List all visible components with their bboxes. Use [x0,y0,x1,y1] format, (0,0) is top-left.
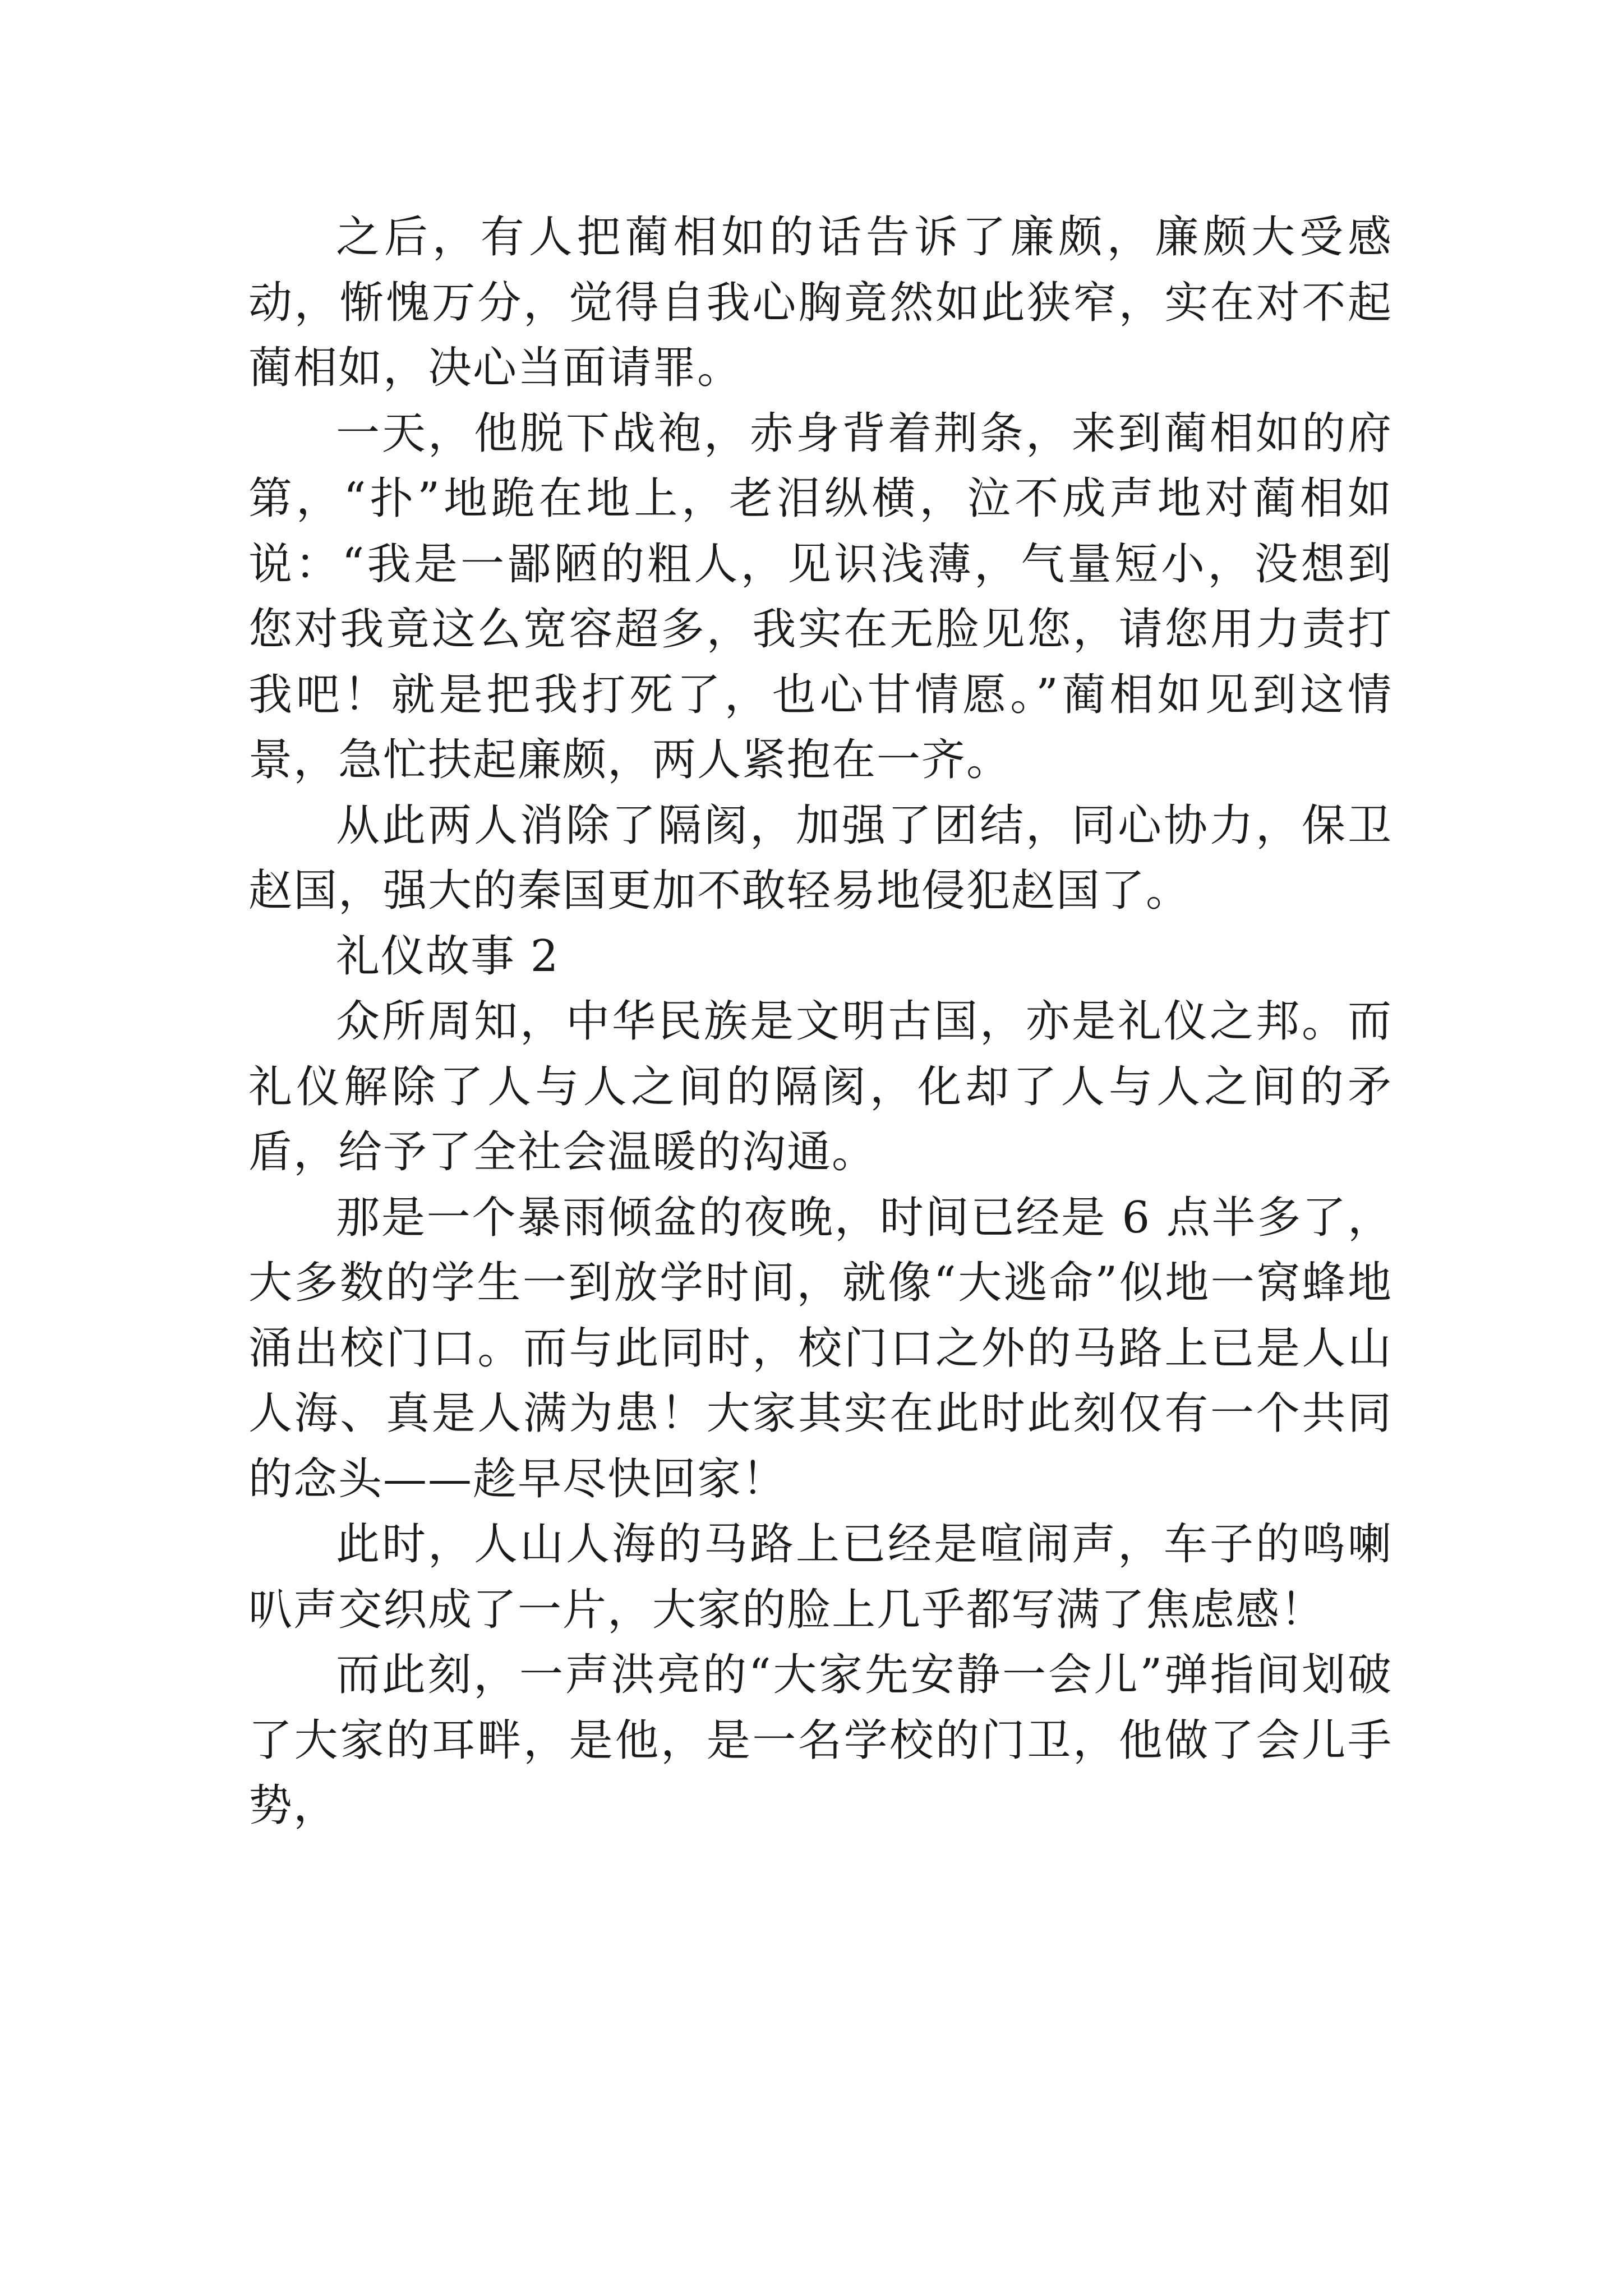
paragraph-reconciliation: 从此两人消除了隔阂，加强了团结，同心协力，保卫赵国，强大的秦国更加不敢轻易地侵犯赵国了。 [248,800,1393,916]
paragraph-lian-po-moved: 之后，有人把蔺相如的话告诉了廉颇，廉颇大受感动，惭愧万分，觉得自我心胸竟然如此狭窄，实在对不起蔺相如，决心当面请罪。 [248,212,1393,393]
paragraph-lian-po-apology: 一天，他脱下战袍，赤身背着荆条，来到蔺相如的府第，“扑”地跪在地上，老泪纵横，泣不成声地对蔺相如说：“我是一鄙陋的粗人，见识浅薄，气量短小，没想到您对我竟这么宽容超多，我实在无脸见您，请您用力责打我吧！就是把我打死了，也心甘情愿。”蔺相如见到这情景，急忙扶起廉颇，两人紧抱在一齐。 [248,408,1393,785]
paragraph-rainy-night: 那是一个暴雨倾盆的夜晚，时间已经是 6 点半多了，大多数的学生一到放学时间，就像“大逃命”似地一窝蜂地涌出校门口。而与此同时，校门口之外的马路上已是人山人海、真是人满为患！大家其实在此时此刻仅有一个共同的念头——趁早尽快回家！ [248,1192,1393,1504]
section-title: 礼仪故事 2 [336,931,560,982]
paragraph-etiquette-intro: 众所周知，中华民族是文明古国，亦是礼仪之邦。而礼仪解除了人与人之间的隔阂，化却了人与人之间的矛盾，给予了全社会温暖的沟通。 [248,996,1393,1177]
document-body [248,205,1393,1839]
paragraph-noisy-road: 此时，人山人海的马路上已经是喧闹声，车子的鸣喇叭声交织成了一片，大家的脸上几乎都写满了焦虑感！ [248,1519,1393,1635]
paragraph-gatekeeper: 而此刻，一声洪亮的“大家先安静一会儿”弹指间划破了大家的耳畔，是他，是一名学校的门卫，他做了会儿手势， [248,1650,1393,1831]
